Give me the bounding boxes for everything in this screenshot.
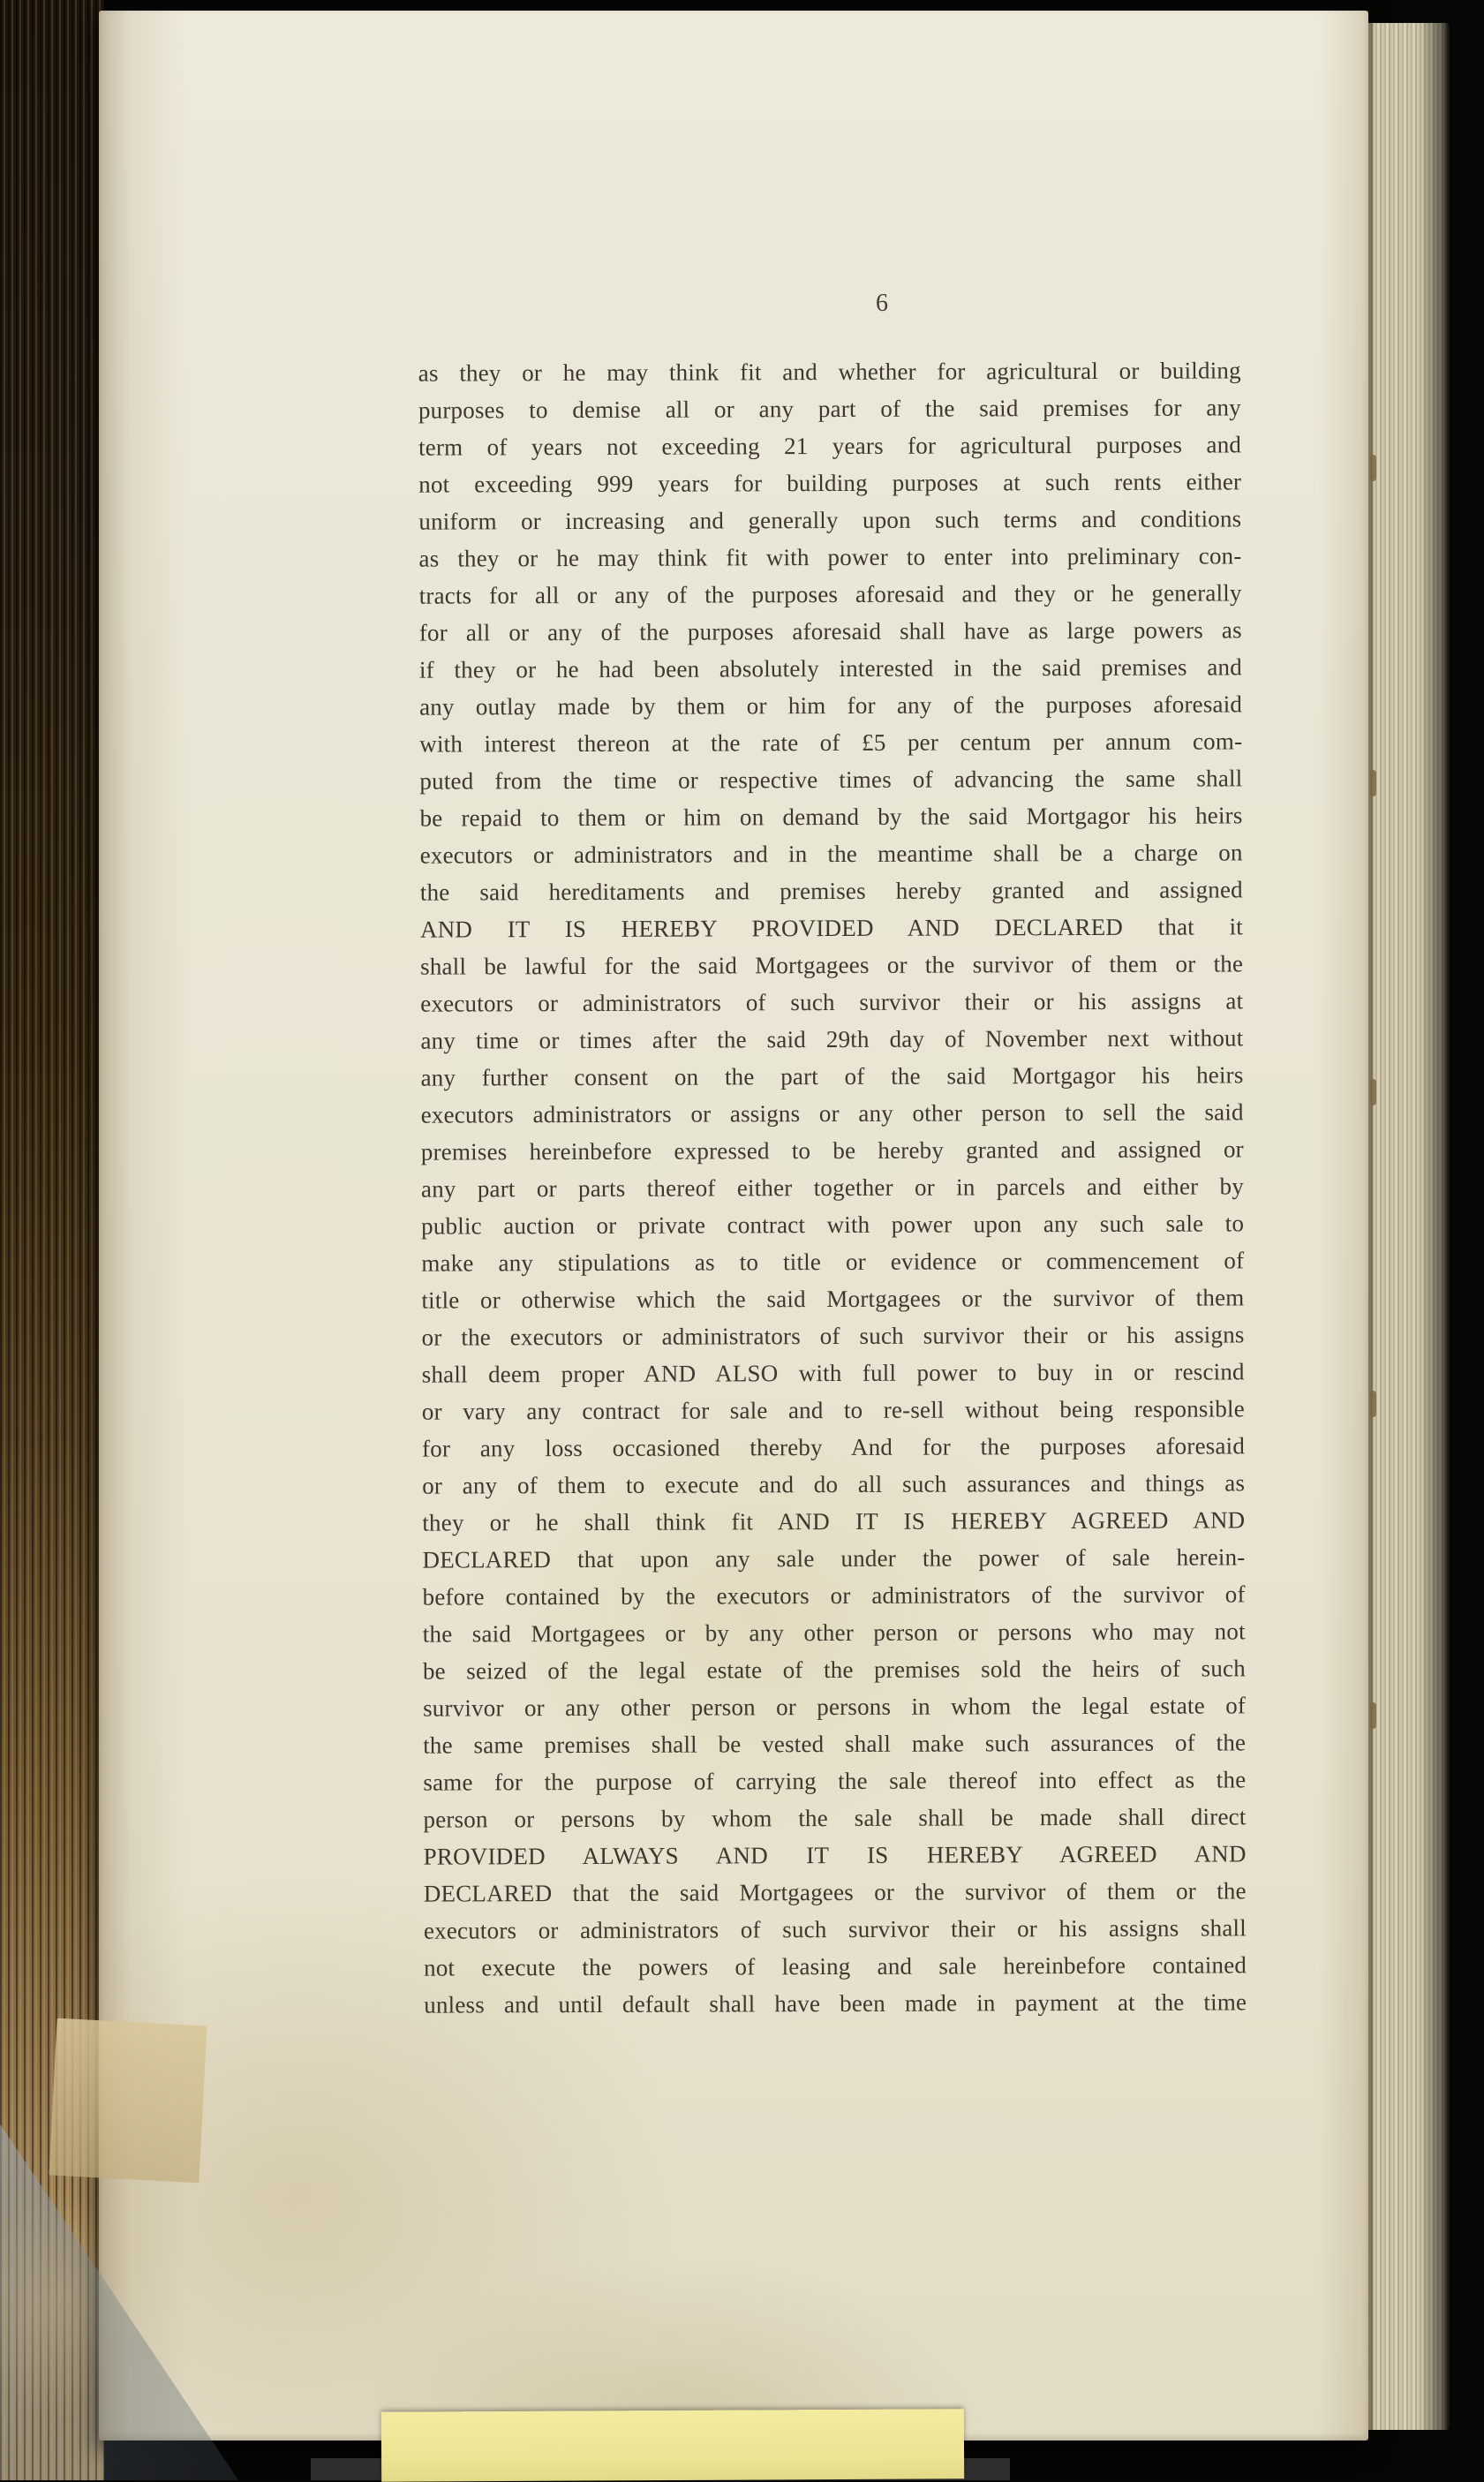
text-line: or any of them to execute and do all such assurances and things as — [422, 1469, 1246, 1499]
right-page-edges — [1368, 23, 1450, 2430]
text-line: any outlay made by them or him for any of the purposes aforesaid — [419, 690, 1243, 720]
text-line: title or otherwise which the said Mortgagees or the survivor of them — [421, 1284, 1245, 1314]
text-line: any further consent on the part of the said Mortgagor his heirs — [420, 1061, 1244, 1091]
sticky-note — [381, 2409, 964, 2481]
text-line: with interest thereon at the rate of £5 per centum per annum com- — [419, 728, 1243, 758]
text-line: be seized of the legal estate of the premises sold the heirs of such — [422, 1655, 1246, 1685]
text-line: uniform or increasing and generally upon such terms and conditions — [418, 505, 1242, 535]
text-line: shall be lawful for the said Mortgagees or the survivor of them or the — [420, 950, 1244, 980]
binding-stitch — [1370, 1391, 1376, 1417]
page-number: 6 — [876, 290, 889, 317]
text-line: the same premises shall be vested shall make such assurances of the — [423, 1729, 1247, 1759]
text-line: or the executors or administrators of such survivor their or his assigns — [421, 1321, 1245, 1351]
text-line: before contained by the executors or administrators of the survivor of — [422, 1580, 1246, 1611]
text-line: survivor or any other person or persons in whom the legal estate of — [423, 1692, 1247, 1722]
book-page — [99, 11, 1368, 2441]
text-line: any part or parts thereof either together or in parcels and either by — [420, 1173, 1245, 1203]
text-line: the said hereditaments and premises hereby granted and assigned — [419, 876, 1243, 906]
tape-fragment — [49, 2018, 207, 2184]
text-line: the said Mortgagees or by any other person or persons who may not — [422, 1618, 1246, 1648]
text-line: not execute the powers of leasing and sale hereinbefore contained — [424, 1951, 1247, 1981]
text-line: for all or any of the purposes aforesaid shall have as large powers as — [418, 616, 1242, 646]
text-line: tracts for all or any of the purposes aforesaid and they or he generally — [418, 579, 1242, 609]
text-line: PROVIDED ALWAYS AND IT IS HEREBY AGREED AND — [423, 1840, 1247, 1870]
text-line: executors or administrators of such survivor their or his assigns shall — [423, 1914, 1247, 1944]
binding-stitch — [1370, 455, 1376, 481]
text-line: as they or he may think fit and whether for agricultural or building — [418, 357, 1241, 387]
text-line: term of years not exceeding 21 years for agricultural purposes and — [418, 431, 1242, 461]
text-line: purposes to demise all or any part of the said premises for any — [418, 394, 1241, 424]
text-line: DECLARED that upon any sale under the power of sale herein- — [422, 1543, 1246, 1573]
text-line: or vary any contract for sale and to re-sell without being responsible — [421, 1395, 1245, 1425]
text-line: premises hereinbefore expressed to be hereby granted and assigned or — [420, 1135, 1244, 1166]
text-line: not exceeding 999 years for building purposes at such rents either — [418, 468, 1242, 498]
text-line: as they or he may think fit with power to enter into preliminary con- — [418, 542, 1242, 572]
page-body-text — [418, 351, 1247, 2023]
binding-stitch — [1370, 1079, 1376, 1105]
text-line: executors or administrators and in the meantime shall be a charge on — [419, 839, 1243, 869]
text-line: puted from the time or respective times of advancing the same shall — [419, 765, 1243, 795]
text-line: be repaid to them or him on demand by the said Mortgagor his heirs — [419, 802, 1243, 832]
text-line: for any loss occasioned thereby And for the purposes aforesaid — [421, 1432, 1246, 1462]
text-line: make any stipulations as to title or evidence or commencement of — [421, 1247, 1245, 1277]
text-line: if they or he had been absolutely interested in the said premises and — [418, 653, 1242, 683]
binding-stitch — [1370, 770, 1376, 796]
text-line: DECLARED that the said Mortgagees or the survivor of them or the — [423, 1877, 1247, 1907]
text-line: executors administrators or assigns or any other person to sell the said — [420, 1098, 1244, 1128]
text-line: public auction or private contract with power upon any such sale to — [421, 1210, 1245, 1240]
text-line: any time or times after the said 29th day of November next without — [420, 1024, 1244, 1054]
text-line: unless and until default shall have been made in payment at the time — [424, 1988, 1247, 2018]
text-line: they or he shall think fit AND IT IS HEREBY AGREED AND — [422, 1506, 1246, 1536]
text-line: person or persons by whom the sale shall be made shall direct — [423, 1803, 1247, 1833]
text-line: executors or administrators of such survivor their or his assigns at — [420, 987, 1244, 1017]
binding-stitch — [1370, 1702, 1376, 1729]
text-line: AND IT IS HEREBY PROVIDED AND DECLARED that it — [419, 913, 1244, 943]
text-line: shall deem proper AND ALSO with full power to buy in or rescind — [421, 1358, 1245, 1388]
text-line: same for the purpose of carrying the sale thereof into effect as the — [423, 1766, 1247, 1796]
